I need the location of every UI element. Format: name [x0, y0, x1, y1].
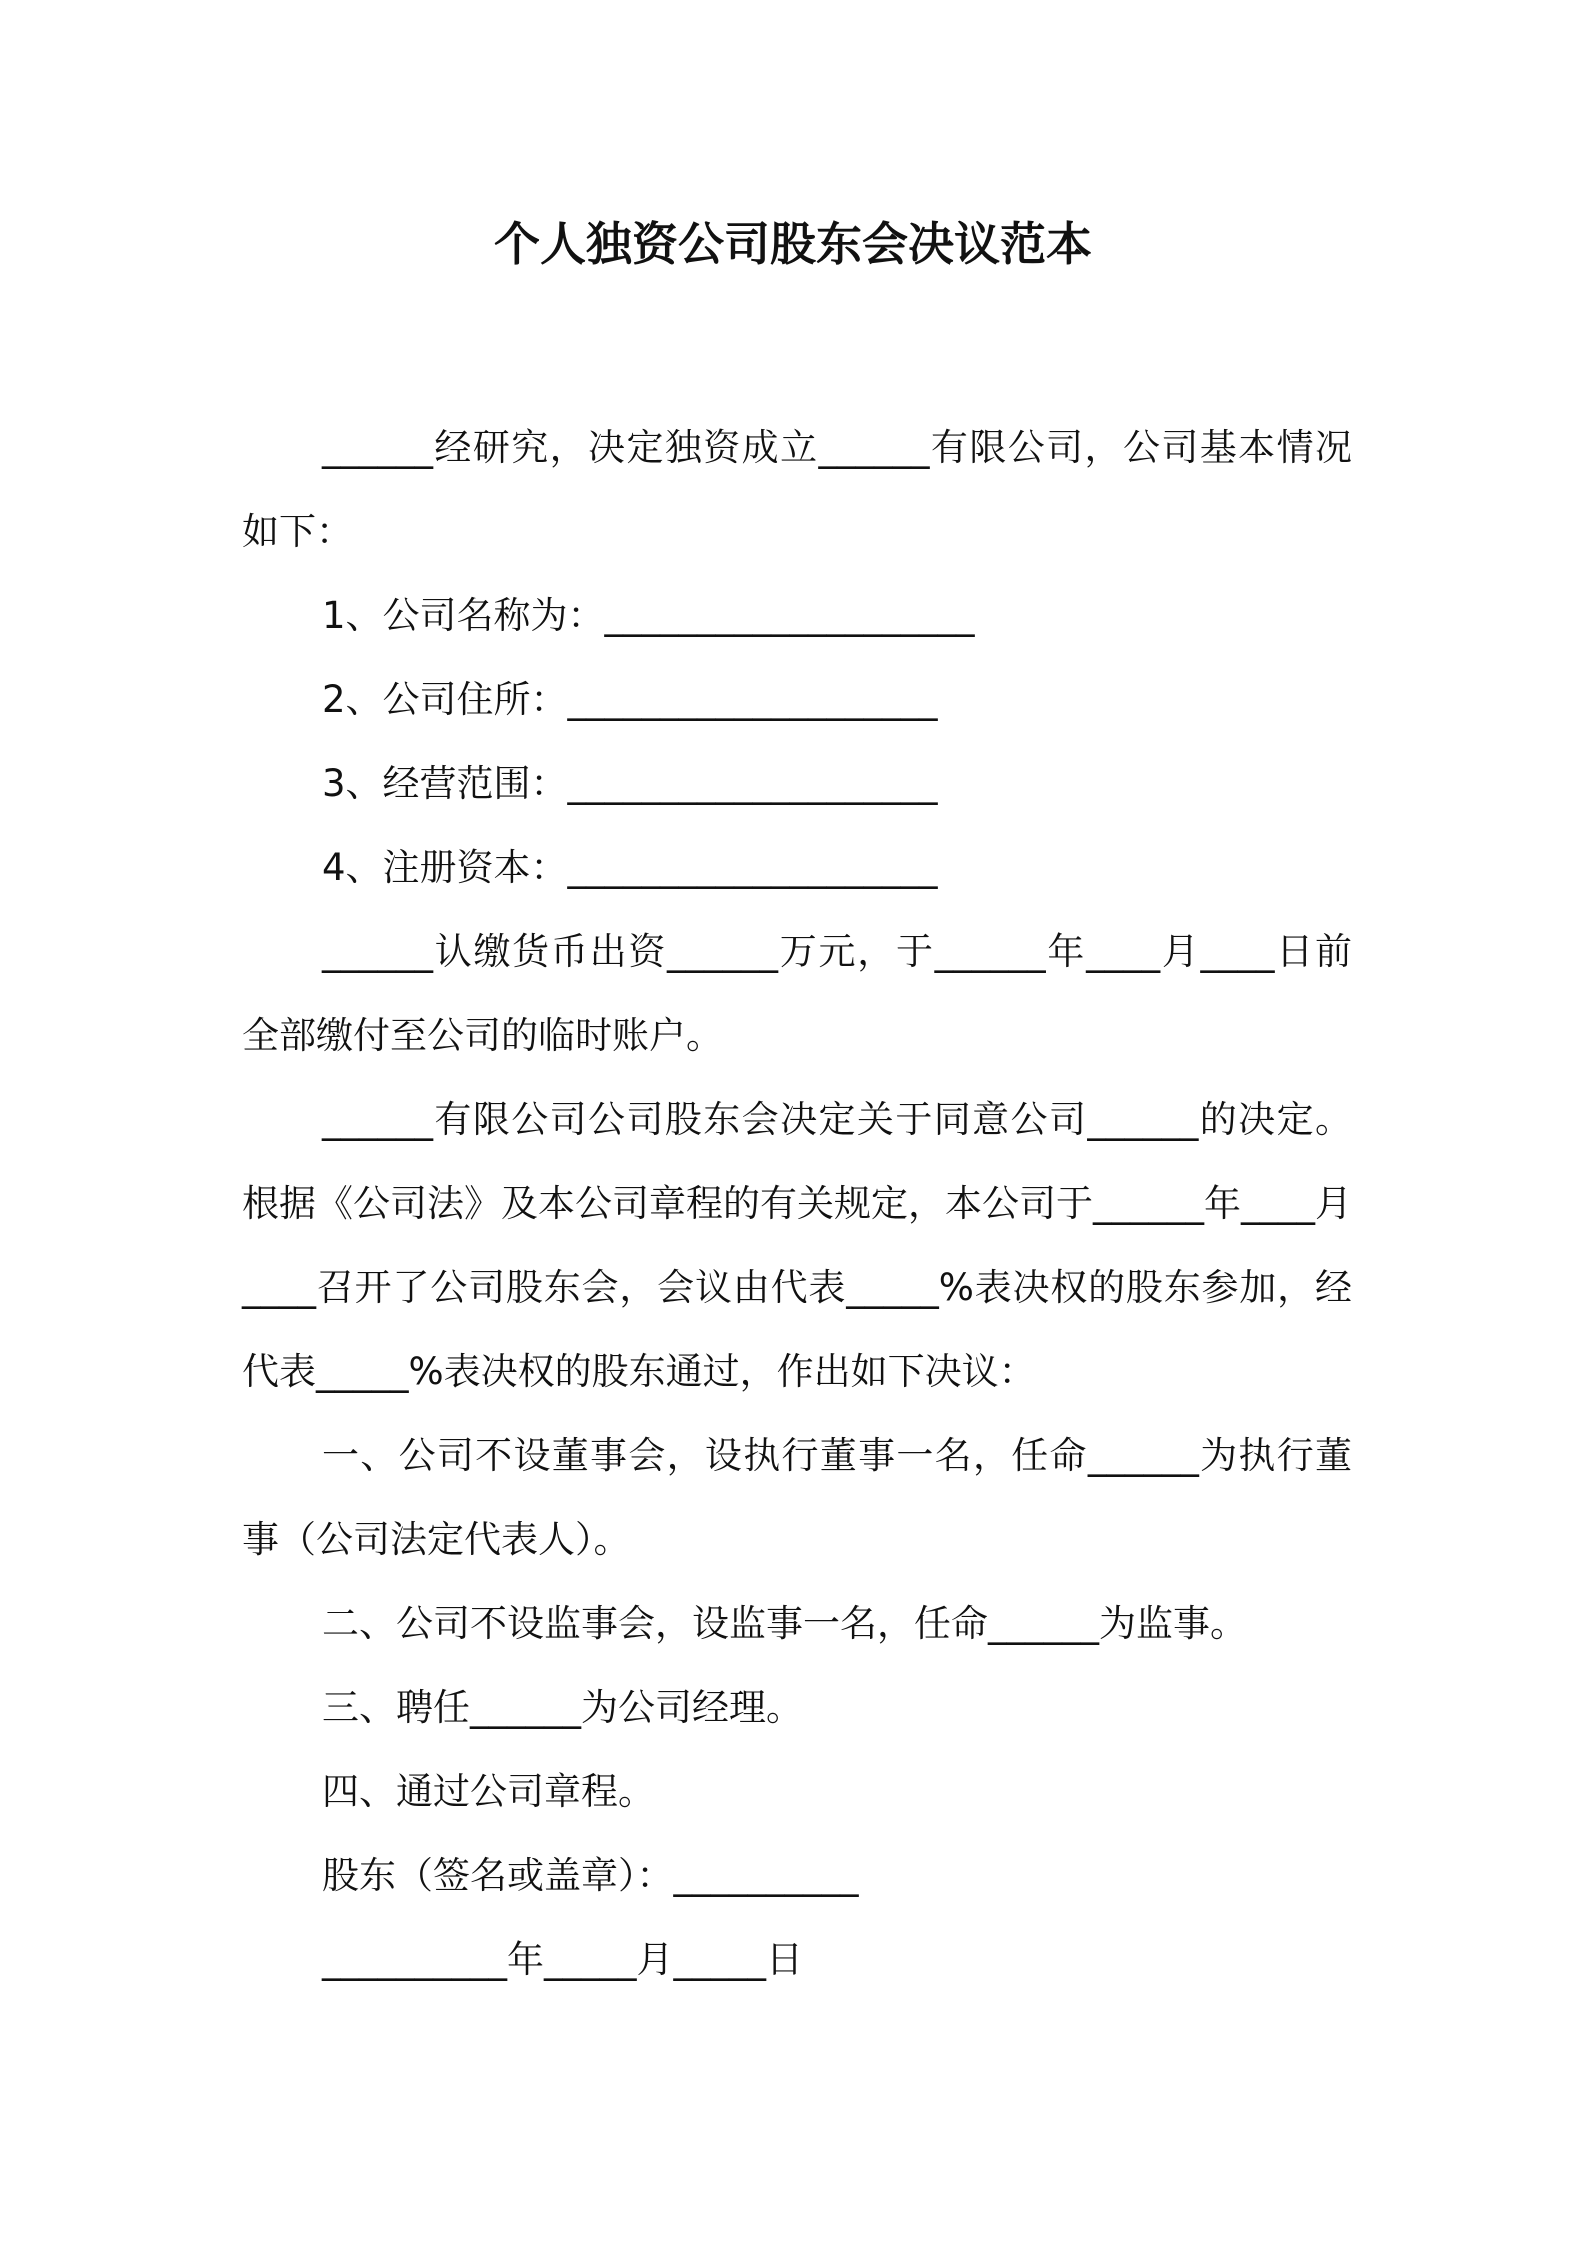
item-registered-capital: 4、注册资本：____________________: [322, 846, 938, 889]
item-company-name: 1、公司名称为：____________________: [322, 594, 975, 637]
document-title: 个人独资公司股东会决议范本: [494, 217, 1092, 271]
shareholder-meeting-paragraph: ______有限公司公司股东会决定关于同意公司______的决定。根据《公司法》及本公司章程的有关规定，本公司于______年____月____召开了公司股东会，会议由代表_____%表决权的股东参加，经代表_____%表决权的股东通过，作出如下决议：: [242, 1098, 1352, 1393]
document-body: [242, 406, 1352, 2002]
item-business-scope: 3、经营范围：____________________: [322, 762, 938, 805]
resolution-two: 二、公司不设监事会，设监事一名，任命______为监事。: [322, 1602, 1247, 1645]
resolution-three: 三、聘任______为公司经理。: [322, 1686, 803, 1729]
shareholder-signature-line: 股东（签名或盖章）：__________: [322, 1854, 859, 1897]
resolution-one: 一、公司不设董事会，设执行董事一名，任命______为执行董事（公司法定代表人）。: [242, 1434, 1352, 1561]
capital-contribution-paragraph: ______认缴货币出资______万元，于______年____月____日前全部缴付至公司的临时账户。: [242, 930, 1352, 1057]
item-company-address: 2、公司住所：____________________: [322, 678, 938, 721]
resolution-four: 四、通过公司章程。: [322, 1770, 655, 1813]
date-line: __________年_____月_____日: [322, 1938, 803, 1981]
intro-paragraph: ______经研究，决定独资成立______有限公司，公司基本情况如下：: [242, 426, 1352, 553]
